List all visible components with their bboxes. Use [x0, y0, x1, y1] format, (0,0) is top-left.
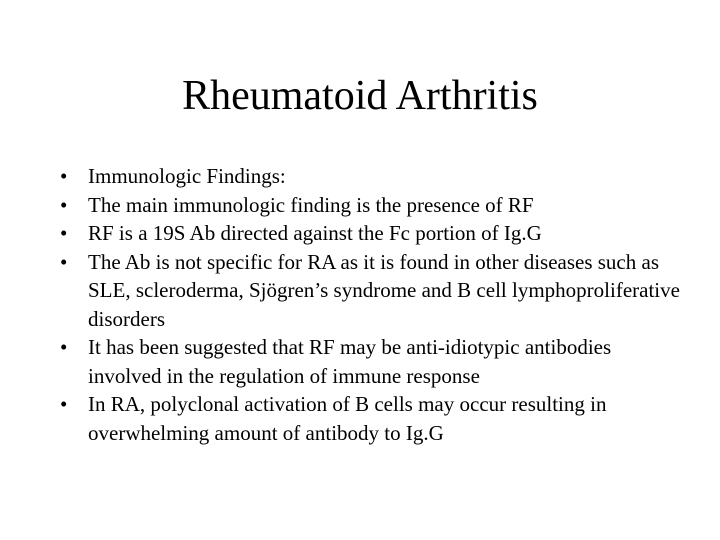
- slide-title: Rheumatoid Arthritis: [182, 73, 538, 119]
- bullet-text: Immunologic Findings:: [88, 164, 286, 188]
- bullet-text: The main immunologic finding is the presence of RF: [88, 192, 534, 217]
- bullet-icon: •: [60, 249, 68, 274]
- bullet-icon: •: [60, 392, 68, 416]
- bullet-icon: •: [60, 192, 68, 217]
- bullet-item: [60, 390, 680, 447]
- bullet-icon: •: [60, 335, 68, 359]
- bullet-text: In RA, polyclonal activation of B cells may occur resulting in overwhelming amount of antibody to Ig.G: [88, 392, 607, 445]
- bullet-item: [60, 248, 680, 334]
- bullet-text: RF is a 19S Ab directed against the Fc portion of Ig.G: [88, 221, 542, 245]
- bullet-icon: •: [60, 221, 68, 245]
- bullet-item: [60, 162, 680, 191]
- bullet-icon: •: [60, 164, 68, 188]
- bullet-item: [60, 219, 680, 248]
- bullet-text: The Ab is not specific for RA as it is found in other diseases such as SLE, scleroderma, Sjögren’s syndrome and B cell lymphoproliferative disorders: [88, 249, 680, 331]
- bullet-text: It has been suggested that RF may be anti-idiotypic antibodies involved in the regulation of immune response: [88, 335, 612, 388]
- bullet-item: [60, 191, 680, 220]
- bullet-item: [60, 333, 680, 390]
- bullet-list: [60, 162, 680, 447]
